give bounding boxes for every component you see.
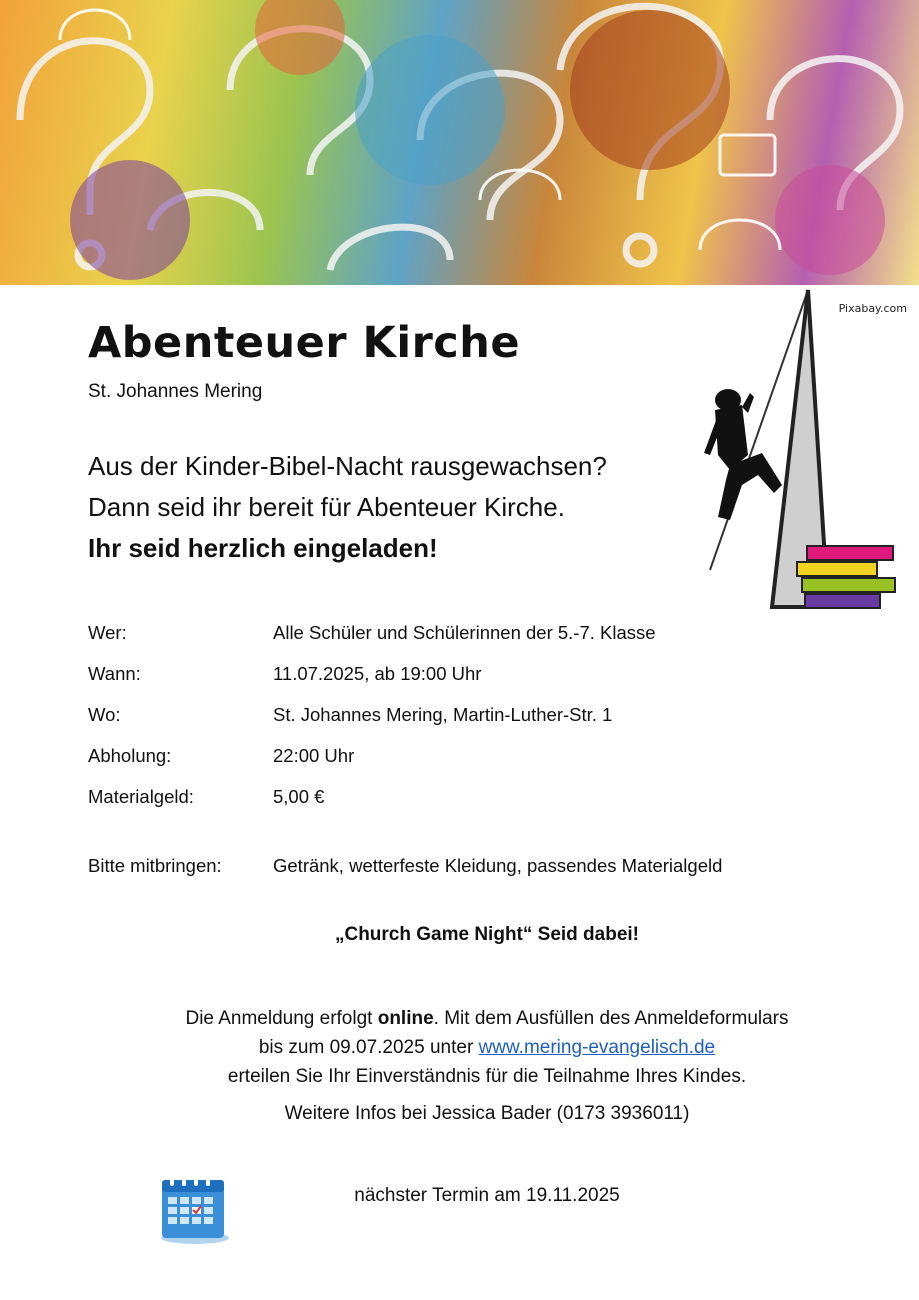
detail-value: 11.07.2025, ab 19:00 Uhr <box>273 663 482 684</box>
detail-value: 22:00 Uhr <box>273 745 355 766</box>
lead-line-2: Dann seid ihr bereit für Abenteuer Kirche. <box>88 492 565 522</box>
detail-label: Bitte mitbringen: <box>88 855 222 876</box>
detail-label: Abholung: <box>88 745 172 766</box>
registration-line-3: erteilen Sie Ihr Einverständnis für die Teilnahme Ihres Kindes. <box>227 1066 747 1087</box>
next-date: nächster Termin am 19.11.2025 <box>354 1185 620 1206</box>
detail-value: 5,00 € <box>273 786 325 807</box>
page-title: Abenteuer Kirche <box>88 318 521 368</box>
registration-text-part: bis zum 09.07.2025 unter <box>258 1037 479 1058</box>
contact-info: Weitere Infos bei Jessica Bader (0173 3936011) <box>284 1103 690 1124</box>
header-question-marks-image <box>0 0 919 285</box>
image-credit: Pixabay.com <box>838 302 907 315</box>
detail-value: St. Johannes Mering, Martin-Luther-Str. 1 <box>273 704 613 725</box>
lead-line-3: Ihr seid herzlich eingeladen! <box>88 533 438 563</box>
climber-illustration <box>690 285 905 615</box>
detail-label: Wo: <box>88 704 121 725</box>
detail-value: Alle Schüler und Schülerinnen der 5.-7. Klasse <box>273 622 656 643</box>
detail-label: Wann: <box>88 663 141 684</box>
promo-text: „Church Game Night“ Seid dabei! <box>334 924 640 945</box>
registration-line-2 <box>55 1033 919 1062</box>
registration-text-part: Die Anmeldung erfolgt <box>185 1008 378 1029</box>
website-link[interactable]: www.mering-evangelisch.de <box>478 1037 716 1058</box>
calendar-icon <box>158 1172 232 1244</box>
page-subtitle: St. Johannes Mering <box>88 381 263 402</box>
registration-text-part: . Mit dem Ausfüllen des Anmeldeformulars <box>433 1008 789 1029</box>
lead-line-1: Aus der Kinder-Bibel-Nacht rausgewachsen? <box>88 451 607 481</box>
detail-value: Getränk, wetterfeste Kleidung, passendes Materialgeld <box>273 855 723 876</box>
lead-text <box>88 446 607 569</box>
registration-text <box>0 1004 919 1091</box>
detail-label: Wer: <box>88 622 127 643</box>
detail-label: Materialgeld: <box>88 786 194 807</box>
registration-online-emphasis: online <box>377 1008 434 1029</box>
registration-line-1 <box>55 1004 919 1033</box>
